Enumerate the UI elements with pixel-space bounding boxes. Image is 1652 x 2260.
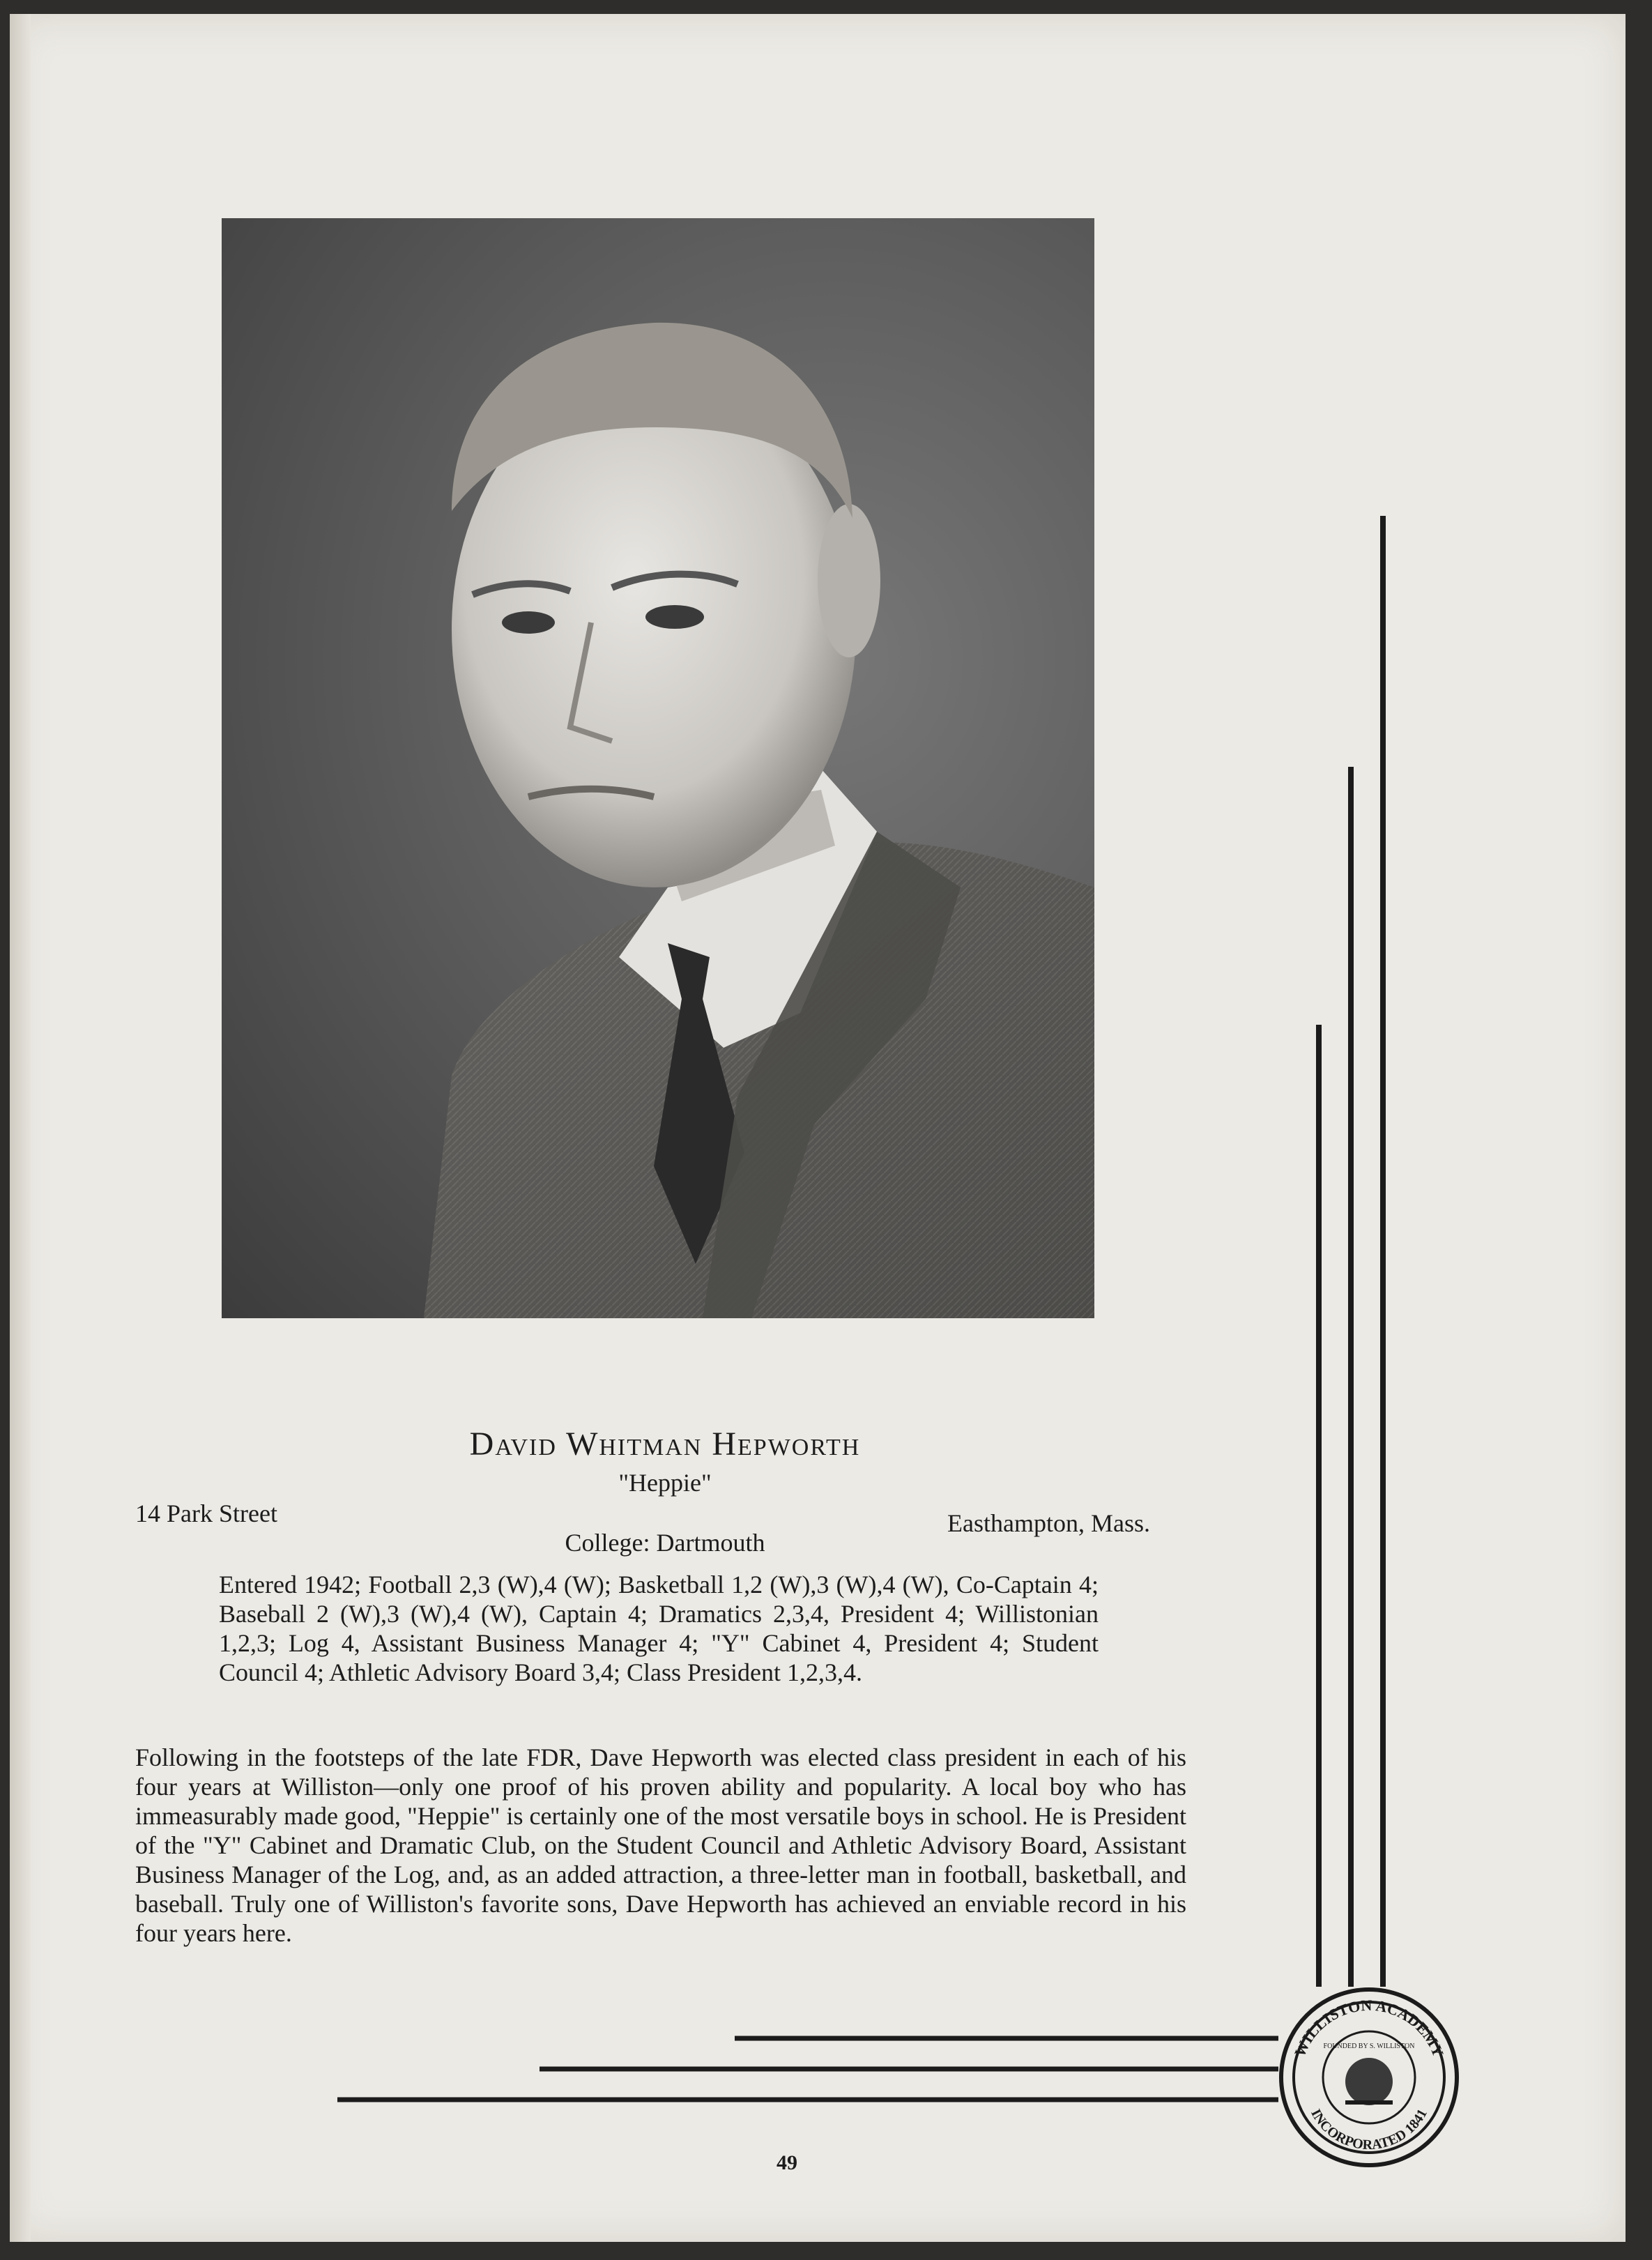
yearbook-page [10, 14, 1626, 2242]
activities-paragraph: Entered 1942; Football 2,3 (W),4 (W); Basketball 1,2 (W),3 (W),4 (W), Co-Captain 4; Baseball 2 (W),3 (W),4 (W), Captain 4; Dramatics 2,3,4, President 4; Willistonian 1,2,3; Log 4, Assistant Business Manager 4; "Y" Cabinet 4, President 4; Student Council 4; Athletic Advisory Board 3,4; Class President 1,2,3,4. [219, 1571, 1099, 1686]
student-town: Easthampton, Mass. [947, 1509, 1150, 1537]
student-name: David Whitman Hepworth [469, 1426, 861, 1463]
seal-bottom-text: INCORPORATED 1841 [1308, 2106, 1430, 2153]
student-nickname: "Heppie" [618, 1469, 712, 1497]
bio-paragraph: Following in the footsteps of the late FDR, Dave Hepworth was elected class president in each of his four years at Williston—only one proof of his proven ability and popularity. A local boy who has immeasurably made good, "Heppie" is certainly one of the most versatile boys in school. He is President of the "Y" Cabinet and Dramatic Club, on the Student Council and Athletic Advisory Board, Assistant Business Manager of the Log, and, as an added attraction, a three-letter man in football, basketball, and baseball. Truly one of Williston's favorite sons, Dave Hepworth has achieved an enviable record in his four years here. [135, 1743, 1186, 1947]
seal-top-text: WILLISTON ACADEMY [1290, 1996, 1448, 2060]
page-number: 49 [777, 2151, 797, 2174]
seal-inner-text: FOUNDED BY S. WILLISTON [1323, 2043, 1415, 2050]
student-address: 14 Park Street [135, 1499, 277, 1527]
student-college: College: Dartmouth [565, 1529, 765, 1557]
